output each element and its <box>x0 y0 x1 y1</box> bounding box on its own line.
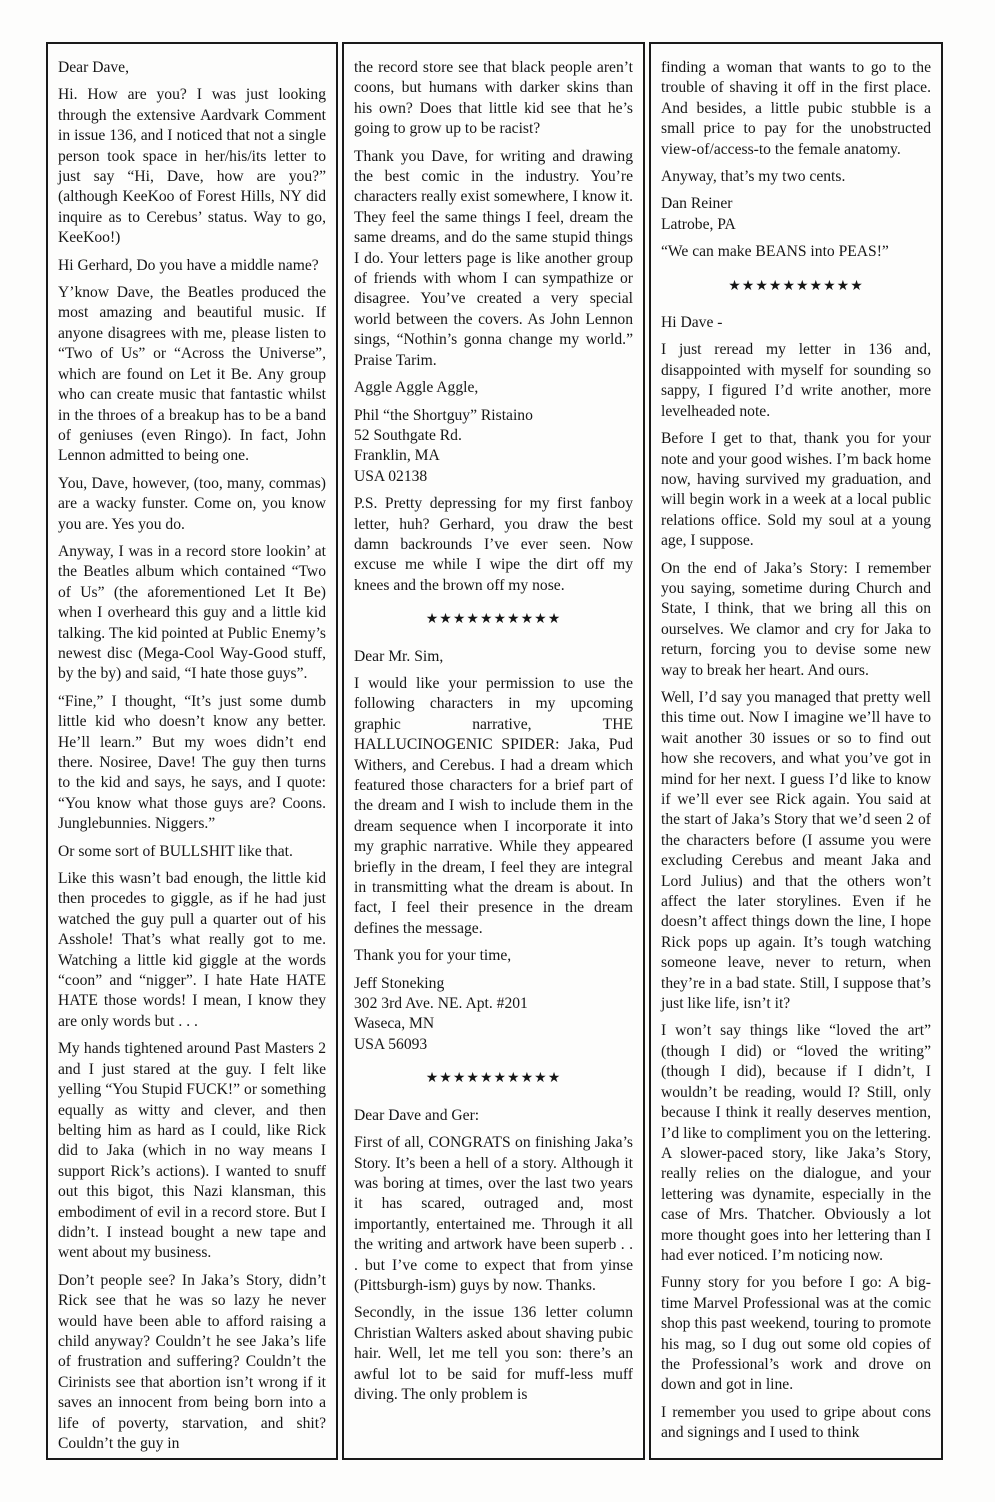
letter-paragraph: I would like your permission to use the following characters in my upcoming graphic narrative, THE HALLUCINOGENIC SPIDER: Jaka, Pud Withers, and Cerebus. I had a dream which featured those characters for a brief part of the dream and I wish to include them in the dream sequence when I incorporate it into my graphic narrative. While they appeared briefly in the dream, I feel they are integral in transmitting what the dream is about. In fact, I feel their presence in the dream defines the message. <box>354 674 633 937</box>
letter-column-2 <box>342 42 645 1460</box>
signature-city: Franklin, MA <box>354 447 440 465</box>
letter-closing: Aggle Aggle Aggle, <box>354 379 479 397</box>
letter-paragraph: I remember you used to gripe about cons and signings and I used to think <box>661 1403 931 1442</box>
letter-paragraph: Or some sort of BULLSHIT like that. <box>58 842 293 860</box>
letter-paragraph: My hands tightened around Past Masters 2 and I just stared at the guy. I felt like yelling “You Stupid FUCK!” or something equally as witty and clever, and then belting him as hard as I could, like Rick did to Jaka (which in no way means I support Rick’s actions). I wanted to snuff out this bigot, this Nazi klansman, this embodiment of evil in a record store. But I didn’t. I instead bought a new tape and went about my business. <box>58 1040 326 1262</box>
letter-paragraph: “Fine,” I thought, “It’s just some dumb little kid who doesn’t know any better. He’ll learn.” But my woes didn’t end there. Nosiree, Dave! The guy then turns to the kid and says, he says, and I quote: “You know what those guys are? Coons. Junglebunnies. Niggers.” <box>58 692 326 833</box>
letter-signature <box>354 406 633 488</box>
star-separator: ★★★★★★★★★★ <box>425 612 562 628</box>
letter-signature <box>354 974 633 1056</box>
letter-paragraph: Before I get to that, thank you for your note and your good wishes. I’m back home now, having survived my graduation, and will begin work in a week at a local public relations office. Sold my soul at a young age, I suppose. <box>661 430 931 550</box>
signature-name: Dan Reiner <box>661 195 733 213</box>
letter-paragraph: Well, I’d say you managed that pretty well this time out. Now I imagine we’ll have to wait another 30 issues or so to find out how she recovers, and what you’ve got in mind for her next. I guess I’d like to know if we’ll ever see Rick again. You said at the start of Jaka’s Story that we’d seen 2 of the characters before (I assume you were excluding Cerebus and meant Jaka and Lord Julius) and that the others won’t affect the later storylines. Even if he doesn’t affect things down the line, I hope Rick pops up again. It’s tough watching someone leave, never to return, when they’re in a bad state. Still, I suppose that’s just like life, isn’t it? <box>661 688 931 1013</box>
signature-address: 52 Southgate Rd. <box>354 426 462 444</box>
letter-paragraph: Hi Gerhard, Do you have a middle name? <box>58 256 319 274</box>
salutation: Dear Mr. Sim, <box>354 647 444 665</box>
signature-name: Phil “the Shortguy” Ristaino <box>354 406 533 424</box>
letter-paragraph: I just reread my letter in 136 and, disappointed with myself for sounding so sappy, I figured I’d write another, more levelheaded note. <box>661 341 931 420</box>
signature-name: Jeff Stoneking <box>354 974 445 992</box>
signature-address: 302 3rd Ave. NE. Apt. #201 <box>354 995 528 1013</box>
star-separator: ★★★★★★★★★★ <box>425 1071 562 1087</box>
letter-closing: Thank you for your time, <box>354 947 512 965</box>
letter-paragraph: Thank you Dave, for writing and drawing the best comic in the industry. You’re characters really exist somewhere, I know it. They feel the same things I feel, dream the same dreams, and do the same stupid things I do. Your letters page is like another group of friends with whom I can sympathize or disagree. You’ve created a very special world between the covers. As John Lennon sings, “Nothin’s gonna change my world.” Praise Tarim. <box>354 147 633 369</box>
letter-paragraph: Anyway, I was in a record store lookin’ at the Beatles album which contained “Two of Us” (the aforementioned Let It Be) when I overheard this guy and a little kid talking. The kid pointed at Public Enemy’s newest disc (Mega-Cool Way-Good stuff, by the by) and said, “I hate those guys”. <box>58 542 326 683</box>
letter-paragraph: finding a woman that wants to go to the trouble of shaving it off in the first place. And besides, a little pubic stubble is a small price to pay for the unobstructed view-of/access-to the female anatomy. <box>661 59 931 158</box>
signature-city: Latrobe, PA <box>661 215 736 233</box>
letter-paragraph: On the end of Jaka’s Story: I remember you saying, sometime during Church and State, I think, that we bring all this on ourselves. We clamor and cry for Jaka to return, forcing you to devise some new way to break her heart. And ours. <box>661 559 931 679</box>
letter-paragraph: I won’t say things like “loved the art” (though I did) or “loved the writing” (though I did), because if I didn’t, I wouldn’t be reading, would I? Still, only because I think it really deserves mention, I’d like to compliment you on the lettering. A slower-paced story, like Jaka’s Story, really relies on the dialogue, and your lettering was dynamite, especially in the case of Mrs. Thatcher. Obviously a lot more thought goes into her lettering than I had ever noticed. I’m noticing now. <box>661 1022 931 1264</box>
letter-paragraph: Y’know Dave, the Beatles produced the most amazing and beautiful music. If anyone disagrees with me, please listen to “Two of Us” or “Across the Universe”, which are found on Let it Be. Any group who can create music that fantastic whilst in the throes of a breakup has to be a band of geniuses (even Ringo). In fact, John Lennon admitted to being one. <box>58 284 326 465</box>
salutation: Dear Dave and Ger: <box>354 1106 480 1124</box>
letter-paragraph: Like this wasn’t bad enough, the little kid then procedes to giggle, as if he had just watched the guy pull a quarter out of his Asshole! That’s what really got to me. Watching a little kid giggle at the words “coon” and “nigger”. I hate Hate HATE HATE those words! I mean, I know they are only words but . . . <box>58 870 326 1030</box>
signature-zip: USA 56093 <box>354 1035 428 1053</box>
letter-column-3 <box>649 42 943 1460</box>
signature-quote: “We can make BEANS into PEAS!” <box>661 243 889 261</box>
letter-paragraph: the record store see that black people aren’t coons, but humans with darker skins than his own? Does that little kid see that he’s going to grow up to be racist? <box>354 59 633 138</box>
salutation: Hi Dave - <box>661 314 723 332</box>
letter-paragraph: Anyway, that’s my two cents. <box>661 168 846 186</box>
letter-paragraph: You, Dave, however, (too, many, commas) are a wacky funster. Come on, you know you are. Yes you do. <box>58 474 326 533</box>
signature-city: Waseca, MN <box>354 1015 435 1033</box>
letter-paragraph: Secondly, in the issue 136 letter column Christian Walters asked about shaving pubic hair. Well, let me tell you son: there’s an awful lot to be said for muff-less muff diving. The only problem is <box>354 1304 633 1403</box>
letter-paragraph: Funny story for you before I go: A big-time Marvel Professional was at the comic shop this past weekend, touring to promote his mag, so I dug out some old copies of the Professional’s work and drove on down and got in line. <box>661 1274 931 1394</box>
letter-paragraph: First of all, CONGRATS on finishing Jaka’s Story. It’s been a hell of a story. Although it was boring at times, over the last two years it has scared, outraged and, most importantly, entertained me. Through it all the writing and artwork have been superb . . . but I’ve come to expect that from yinse (Pittsburgh-ism) guys by now. Thanks. <box>354 1134 633 1294</box>
signature-zip: USA 02138 <box>354 467 428 485</box>
salutation: Dear Dave, <box>58 59 129 76</box>
letter-column-1 <box>46 42 338 1460</box>
letter-paragraph: Hi. How are you? I was just looking through the extensive Aardvark Comment in issue 136, and I noticed that not a single person took space in her/his/its letter to just say “Hi, Dave, how are you?” (although KeeKoo of Forest Hills, NY did inquire as to Cerebus’ status. Way to go, KeeKoo!) <box>58 86 326 247</box>
postscript: P.S. Pretty depressing for my first fanboy letter, huh? Gerhard, you draw the best damn backrounds I’ve ever seen. Now excuse me while I wipe the dirt off my knees and the brown off my nose. <box>354 495 633 594</box>
star-separator: ★★★★★★★★★★ <box>728 278 864 294</box>
letter-paragraph: Don’t people see? In Jaka’s Story, didn’t Rick see that he was so lazy he never would have been able to afford raising a child anyway? Couldn’t he see Jaka’s life of frustration and suffering? Couldn’t the Cirinists see that abortion isn’t wrong if it saves an innocent from being born into a life of poverty, starvation, and shit? Couldn’t the guy in <box>58 1271 326 1452</box>
letter-signature <box>661 194 931 235</box>
